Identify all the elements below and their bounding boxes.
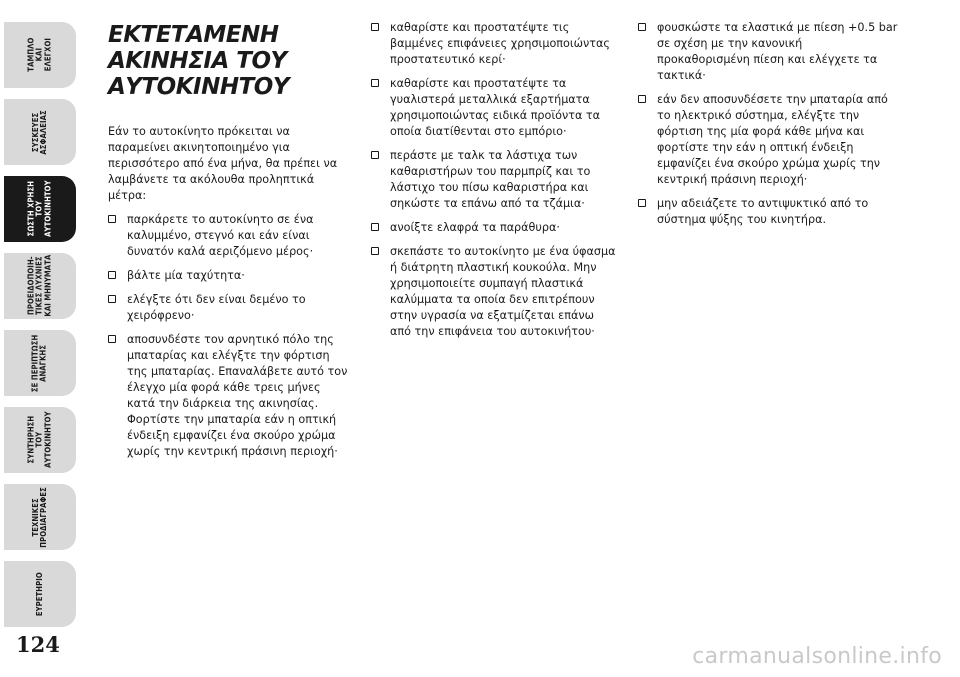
list-item: μην αδειάζετε το αντιψυκτικό από το σύστημα ψύξης του κινητήρα. bbox=[638, 196, 898, 228]
tab-label: ΕΥΡΕΤΗΡΙΟ bbox=[34, 572, 44, 616]
tab-technical-specs[interactable] bbox=[4, 484, 76, 550]
tab-emergency[interactable] bbox=[4, 330, 76, 396]
tab-label: ΣΥΝΤΗΡΗΣΗ ΤΟΥ ΑΥΤΟΚΙΝΗΤΟΥ bbox=[26, 411, 53, 469]
list-item: αποσυνδέστε τον αρνητικό πόλο της μπαταρίας και ελέγξτε την φόρτιση της μπαταρίας. Επαναλάβετε αυτό τον έλεγχο μία φορά κάθε τρεις μήνες κατά την διάρκεια της ακινησίας. Φορτίστε την μπαταρία εάν η οπτική ένδειξη εμφανίζει ένα σκούρο χρώμα χωρίς την κεντρική πράσινη περιοχή· bbox=[108, 332, 350, 460]
tab-label: ΣΕ ΠΕΡΙΠΤΩΣΗ ΑΝΑΓΚΗΣ bbox=[30, 334, 48, 392]
tab-index[interactable] bbox=[4, 561, 76, 627]
list-item: φουσκώστε τα ελαστικά με πίεση +0.5 bar σε σχέση με την κανονική προκαθορισμένη πίεση και ελέγχετε τα τακτικά· bbox=[638, 20, 898, 84]
checkbox-bullet-icon bbox=[638, 95, 646, 103]
watermark: carmanualsonline.info bbox=[692, 644, 942, 669]
checkbox-bullet-icon bbox=[371, 23, 379, 31]
checkbox-bullet-icon bbox=[638, 199, 646, 207]
list-item: καθαρίστε και προστατέψτε τις βαμμένες επιφάνειες χρησιμοποιώντας προστατευτικό κερί· bbox=[371, 20, 618, 68]
list-item: καθαρίστε και προστατέψτε τα γυαλιστερά μεταλλικά εξαρτήματα χρησιμοποιώντας ειδικά προϊόντα τα οποία διατίθενται στο εμπόριο· bbox=[371, 76, 618, 140]
page-number: 124 bbox=[16, 632, 60, 657]
checkbox-bullet-icon bbox=[371, 151, 379, 159]
checkbox-bullet-icon bbox=[108, 215, 116, 223]
tab-safety-devices[interactable] bbox=[4, 99, 76, 165]
tab-label: ΤΑΜΠΛΟ ΚΑΙ ΕΛΕΓΧΟΙ bbox=[26, 37, 53, 73]
tab-dashboard-controls[interactable] bbox=[4, 22, 76, 88]
list-item: βάλτε μία ταχύτητα· bbox=[108, 268, 350, 284]
tab-label: ΠΡΟΕΙΔΟΠΟΙΗ- ΤΙΚΕΣ ΛΥΧΝΙΕΣ ΚΑΙ ΜΗΝΥΜΑΤΑ bbox=[26, 255, 53, 317]
list-item: σκεπάστε το αυτοκίνητο με ένα ύφασμα ή διάτρητη πλαστική κουκούλα. Μην χρησιμοποιείτε συμπαγή πλαστικά καλύμματα τα οποία δεν επιτρέπουν στην υγρασία να εξατμίζεται επάνω από την επιφάνεια του αυτοκινήτου· bbox=[371, 244, 618, 340]
section-tabs bbox=[4, 22, 76, 638]
intro-text: Εάν το αυτοκίνητο πρόκειται να παραμείνει ακινητοποιημένο για περισσότερο από ένα μήνα, θα πρέπει να λαμβάνετε τα ακόλουθα προληπτικά μέτρα: bbox=[108, 125, 338, 202]
list-item: ελέγξτε ότι δεν είναι δεμένο το χειρόφρενο· bbox=[108, 292, 350, 324]
column-3 bbox=[638, 20, 898, 236]
tab-warning-lights[interactable] bbox=[4, 253, 76, 319]
list-item: περάστε με ταλκ τα λάστιχα των καθαριστήρων του παρμπρίζ και το λάστιχο του πίσω καθαριστήρα και σηκώστε τα επάνω από τα τζάμια· bbox=[371, 148, 618, 212]
checkbox-bullet-icon bbox=[371, 247, 379, 255]
list-item: εάν δεν αποσυνδέσετε την μπαταρία από το ηλεκτρικό σύστημα, ελέγξτε την φόρτιση της μία φορά κάθε μήνα και φορτίστε την εάν η οπτική ένδειξη εμφανίζει ένα σκούρο χρώμα χωρίς την κεντρική πράσινη περιοχή· bbox=[638, 92, 898, 188]
tab-label: ΤΕΧΝΙΚΕΣ ΠΡΟΔΙΑΓΡΑΦΕΣ bbox=[30, 486, 48, 548]
checkbox-bullet-icon bbox=[638, 23, 646, 31]
checkbox-bullet-icon bbox=[108, 295, 116, 303]
checkbox-bullet-icon bbox=[108, 335, 116, 343]
column-1 bbox=[108, 124, 350, 468]
tab-maintenance[interactable] bbox=[4, 407, 76, 473]
list-item: ανοίξτε ελαφρά τα παράθυρα· bbox=[371, 220, 618, 236]
page-title: ΕΚΤΕΤΑΜΕΝΗ ΑΚΙΝΗΣΙΑ ΤΟΥ ΑΥΤΟΚΙΝΗΤΟΥ bbox=[108, 22, 289, 100]
tab-label: ΣΥΣΚΕΥΕΣ ΑΣΦΑΛΕΙΑΣ bbox=[30, 109, 48, 155]
column-2 bbox=[371, 20, 618, 348]
tab-label: ΣΩΣΤΗ ΧΡΗΣΗ ΤΟΥ ΑΥΤΟΚΙΝΗΤΟΥ bbox=[26, 180, 53, 238]
checkbox-bullet-icon bbox=[371, 223, 379, 231]
checkbox-bullet-icon bbox=[108, 271, 116, 279]
list-item: παρκάρετε το αυτοκίνητο σε ένα καλυμμένο, στεγνό και εάν είναι δυνατόν καλά αεριζόμενο μέρος· bbox=[108, 212, 350, 260]
tab-correct-use[interactable] bbox=[4, 176, 76, 242]
checkbox-bullet-icon bbox=[371, 79, 379, 87]
